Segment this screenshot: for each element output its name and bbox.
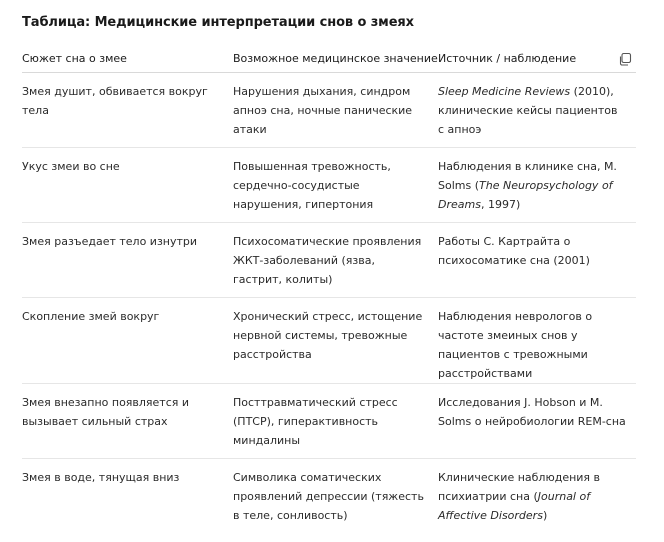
table-row (22, 459, 636, 534)
cell-plot: Змея разъедает тело изнутри (22, 223, 233, 298)
header-meaning: Возможное медицинское значение (233, 38, 438, 73)
source-book: The Neuropsychology of Dreams (438, 179, 613, 211)
table-row (22, 148, 636, 223)
cell-plot: Укус змеи во сне (22, 148, 233, 223)
cell-source: Работы С. Картрайта о психосоматике сна (2001) (438, 223, 636, 298)
cell-source: Наблюдения неврологов о частоте змеиных снов у пациентов с тревожными расстройствами (438, 298, 636, 384)
table-header-row (22, 38, 636, 73)
cell-source (438, 459, 636, 534)
cell-plot: Змея душит, обвивается вокруг тела (22, 73, 233, 148)
cell-meaning: Символика соматических проявлений депрессии (тяжесть в теле, сонливость) (233, 471, 424, 522)
table-title: Таблица: Медицинские интерпретации снов о змеях (22, 15, 414, 30)
table-row (22, 73, 636, 148)
cell-meaning: Повышенная тревожность, сердечно-сосудистые нарушения, гипертония (233, 148, 438, 223)
source-text: , 1997) (480, 198, 521, 211)
cell-meaning: Посттравматический стресс (ПТСР), гиперактивность миндалины (233, 384, 438, 459)
table-row (22, 223, 636, 298)
interpretations-table (22, 38, 636, 533)
cell-meaning: Нарушения дыхания, синдром апноэ сна, ночные панические атаки (233, 73, 438, 148)
cell-meaning: Хронический стресс, истощение нервной системы, тревожные расстройства (233, 298, 438, 384)
source-journal: Sleep Medicine Reviews (438, 85, 571, 98)
cell-plot: Змея в воде, тянущая вниз (22, 471, 180, 484)
source-text: (2010), клинические кейсы пациентов с апноэ (438, 85, 618, 136)
source-text: ) (542, 509, 548, 522)
cell-source (438, 148, 636, 223)
cell-plot: Змея внезапно появляется и вызывает сильный страх (22, 384, 233, 459)
table-row (22, 384, 636, 459)
cell-plot: Скопление змей вокруг (22, 298, 233, 384)
source-text: Клинические наблюдения в психиатрии сна ( (438, 471, 601, 503)
source-journal: Journal of Affective Disorders (438, 490, 591, 522)
cell-source: Исследования J. Hobson и M. Solms о нейробиологии REM-сна (438, 384, 636, 459)
header-source: Источник / наблюдение (438, 38, 636, 73)
source-text: Наблюдения в клинике сна, M. Solms ( (438, 160, 617, 192)
header-plot: Сюжет сна о змее (22, 38, 233, 73)
cell-meaning: Психосоматические проявления ЖКТ-заболеваний (язва, гастрит, колиты) (233, 223, 438, 298)
table-row (22, 298, 636, 384)
cell-source (438, 73, 636, 148)
